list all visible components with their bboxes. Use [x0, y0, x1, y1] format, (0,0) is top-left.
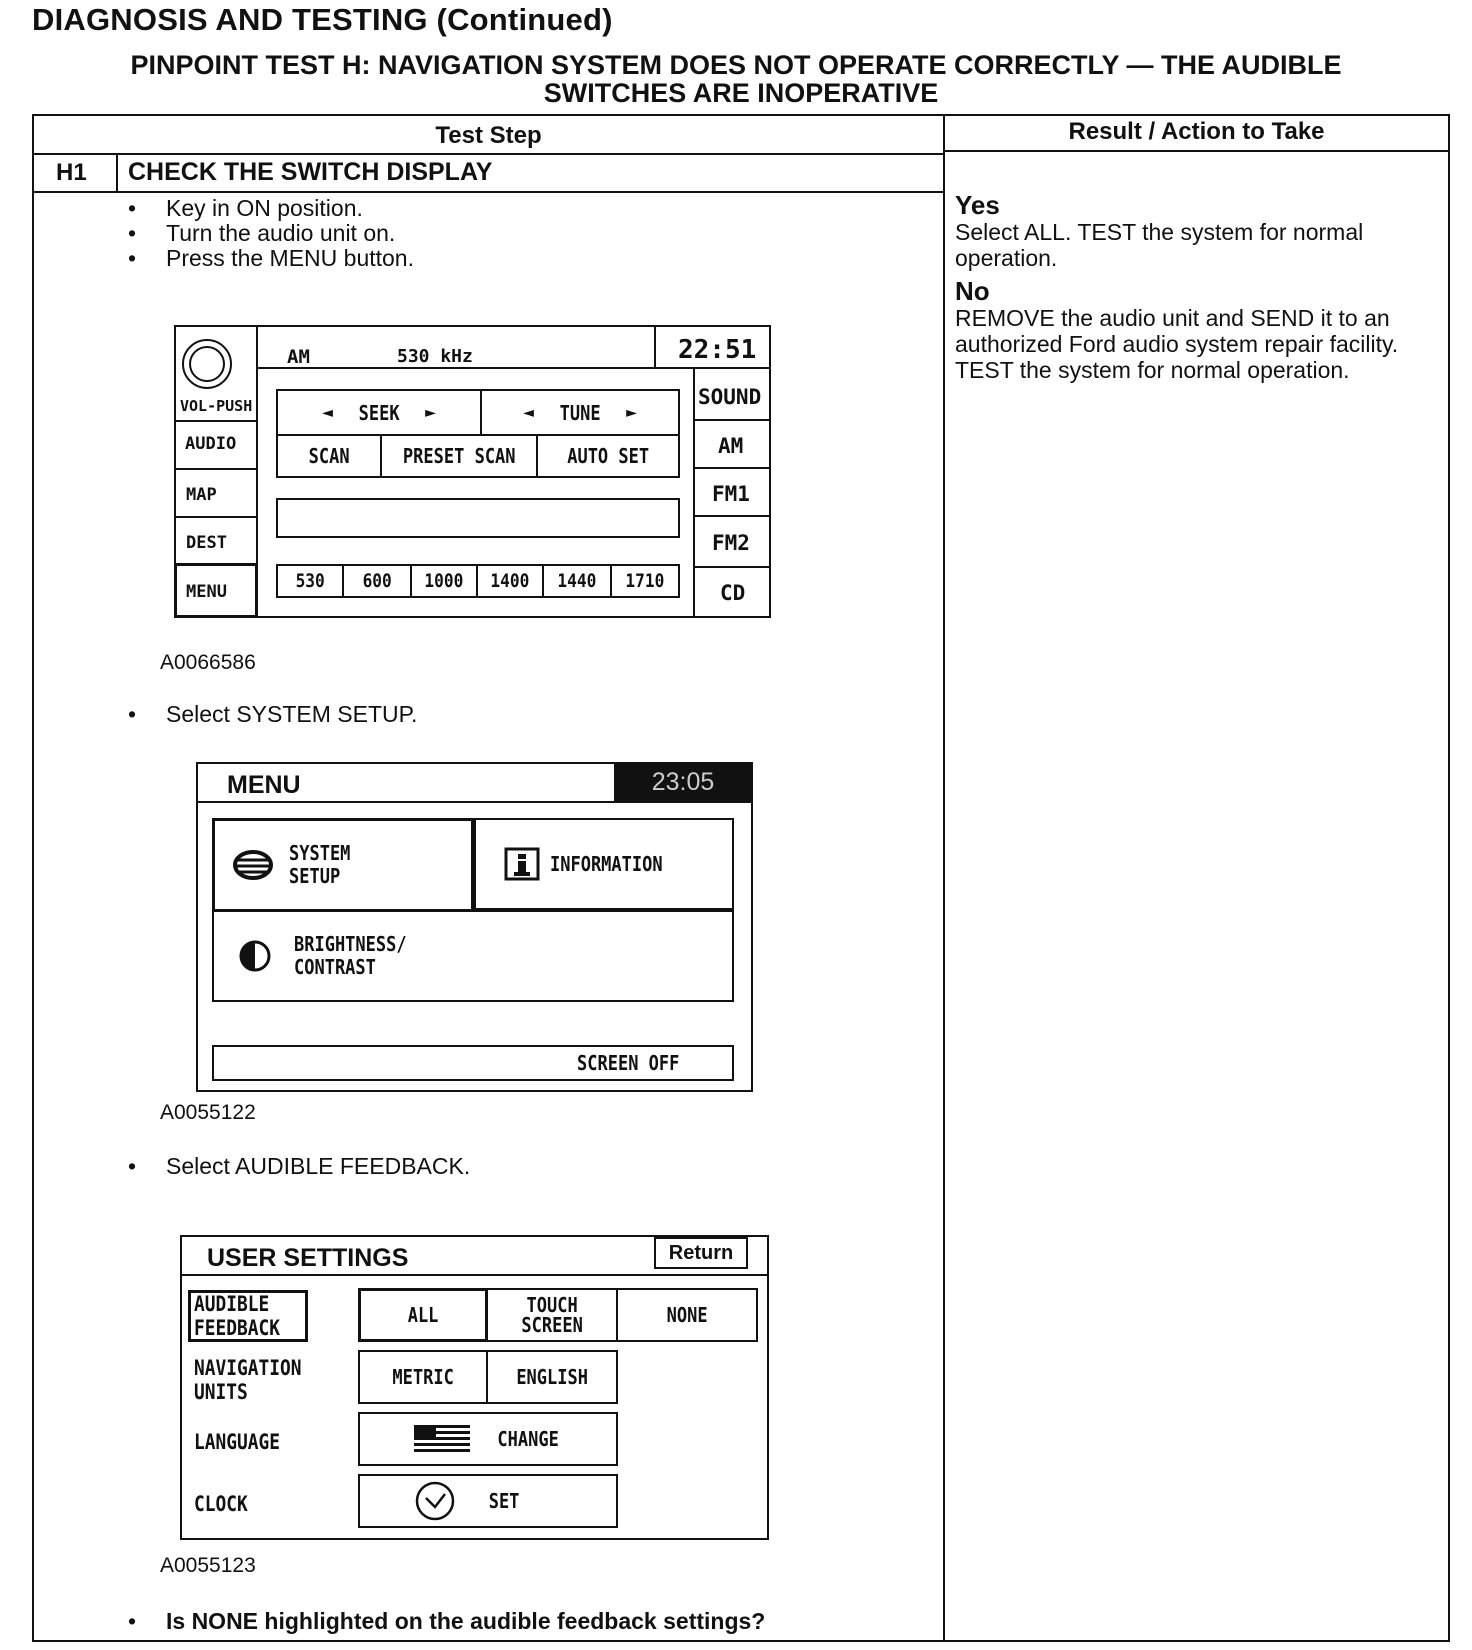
- auto-set-button[interactable]: AUTO SET: [536, 434, 680, 478]
- brightness-contrast-button[interactable]: BRIGHTNESS/ CONTRAST: [212, 910, 734, 1002]
- preset-scan-button[interactable]: PRESET SCAN: [380, 434, 538, 478]
- no-text: REMOVE the audio unit and SEND it to an authorized Ford audio system repair facility. TEST the system for normal operation.: [955, 305, 1399, 383]
- frequency-label: 530 kHz: [397, 346, 473, 367]
- menu-title: MENU: [227, 771, 301, 799]
- preset-button-6[interactable]: 1710: [610, 564, 680, 598]
- audio-button[interactable]: AUDIO: [185, 434, 237, 454]
- am-button[interactable]: AM: [718, 434, 744, 458]
- step-row-divider: [32, 191, 943, 193]
- metric-button[interactable]: METRIC: [358, 1350, 488, 1404]
- fm2-button[interactable]: FM2: [712, 531, 750, 555]
- tune-left-arrow-icon: ◄: [523, 402, 534, 423]
- list-item: • Select AUDIBLE FEEDBACK.: [128, 1153, 471, 1179]
- audible-feedback-label: AUDIBLE FEEDBACK: [194, 1292, 280, 1340]
- pinpoint-test-title-line2: SWITCHES ARE INOPERATIVE: [543, 78, 939, 108]
- list-item: • Is NONE highlighted on the audible feedback settings?: [128, 1608, 766, 1634]
- step-id-divider: [116, 153, 118, 191]
- list-item: • Key in ON position.: [128, 195, 363, 221]
- dest-button[interactable]: DEST: [186, 533, 227, 553]
- table-left-border: [32, 114, 34, 1642]
- clock-time: 22:51: [678, 335, 757, 365]
- english-button[interactable]: ENGLISH: [486, 1350, 618, 1404]
- page-title: DIAGNOSIS AND TESTING (Continued): [32, 2, 613, 37]
- header-row-divider-right: [943, 150, 1450, 152]
- pinpoint-test-title-line1: PINPOINT TEST H: NAVIGATION SYSTEM DOES NOT OPERATE CORRECTLY — THE AUDIBLE: [130, 50, 1342, 80]
- seek-left-arrow-icon: ◄: [322, 402, 333, 423]
- radio-text-display: [276, 498, 680, 538]
- language-change-button[interactable]: CHANGE: [358, 1412, 618, 1466]
- user-settings-title: USER SETTINGS: [207, 1244, 409, 1272]
- audible-none-button[interactable]: NONE: [616, 1288, 758, 1342]
- globe-icon: [233, 849, 273, 881]
- table-right-border: [1448, 114, 1450, 1642]
- sound-button[interactable]: SOUND: [698, 385, 762, 409]
- yes-text: Select ALL. TEST the system for normal operation.: [955, 219, 1364, 271]
- preset-button-2[interactable]: 600: [342, 564, 412, 598]
- screen-off-button[interactable]: SCREEN OFF: [212, 1045, 734, 1081]
- preset-button-3[interactable]: 1000: [410, 564, 478, 598]
- yes-label: Yes: [955, 190, 1000, 220]
- navigation-units-label: NAVIGATION UNITS: [194, 1356, 302, 1404]
- tune-button[interactable]: ◄ TUNE ►: [480, 389, 680, 436]
- audible-all-button[interactable]: ALL: [358, 1288, 488, 1342]
- contrast-icon: [238, 939, 272, 973]
- information-button[interactable]: INFORMATION: [474, 818, 734, 910]
- header-row-divider-left: [32, 153, 943, 155]
- no-label: No: [955, 276, 990, 306]
- step-id: H1: [56, 159, 87, 186]
- return-button[interactable]: Return: [654, 1237, 748, 1269]
- step-title: CHECK THE SWITCH DISPLAY: [128, 158, 493, 186]
- preset-button-1[interactable]: 530: [276, 564, 344, 598]
- seek-button[interactable]: ◄ SEEK ►: [276, 389, 482, 436]
- audible-touch-screen-button[interactable]: TOUCH SCREEN: [486, 1288, 618, 1342]
- preset-button-5[interactable]: 1440: [542, 564, 612, 598]
- fm1-button[interactable]: FM1: [712, 482, 750, 506]
- list-item: • Select SYSTEM SETUP.: [128, 701, 418, 727]
- menu-clock-time: 23:05: [614, 763, 752, 802]
- clock-icon: [414, 1480, 456, 1522]
- header-result: Result / Action to Take: [1068, 118, 1325, 145]
- list-item: • Turn the audio unit on.: [128, 220, 396, 246]
- volume-knob-icon[interactable]: [181, 338, 233, 390]
- tune-right-arrow-icon: ►: [626, 402, 637, 423]
- clock-label: CLOCK: [194, 1492, 248, 1516]
- info-icon: [504, 847, 540, 881]
- menu-button-label: MENU: [186, 582, 227, 602]
- cd-button[interactable]: CD: [720, 581, 746, 605]
- clock-set-button[interactable]: SET: [358, 1474, 618, 1528]
- preset-button-4[interactable]: 1400: [476, 564, 544, 598]
- step-bullets: [128, 195, 414, 271]
- system-setup-button[interactable]: SYSTEM SETUP: [212, 818, 474, 912]
- figure-id-3: A0055123: [160, 1554, 256, 1577]
- map-button[interactable]: MAP: [186, 485, 217, 505]
- column-divider: [943, 114, 945, 1642]
- flag-icon: [412, 1423, 472, 1455]
- band-label: AM: [287, 346, 310, 368]
- result-no: [955, 278, 1440, 383]
- figure-id-2: A0055122: [160, 1101, 256, 1124]
- seek-right-arrow-icon: ►: [425, 402, 436, 423]
- table-top-border: [32, 114, 1450, 116]
- list-item: • Press the MENU button.: [128, 245, 414, 271]
- language-label: LANGUAGE: [194, 1430, 280, 1454]
- scan-button[interactable]: SCAN: [276, 434, 382, 478]
- figure-id-1: A0066586: [160, 651, 256, 674]
- header-test-step: Test Step: [435, 122, 542, 149]
- table-bottom-border: [32, 1640, 1450, 1642]
- vol-push-label: VOL-PUSH: [180, 397, 253, 415]
- result-yes: [955, 192, 1440, 271]
